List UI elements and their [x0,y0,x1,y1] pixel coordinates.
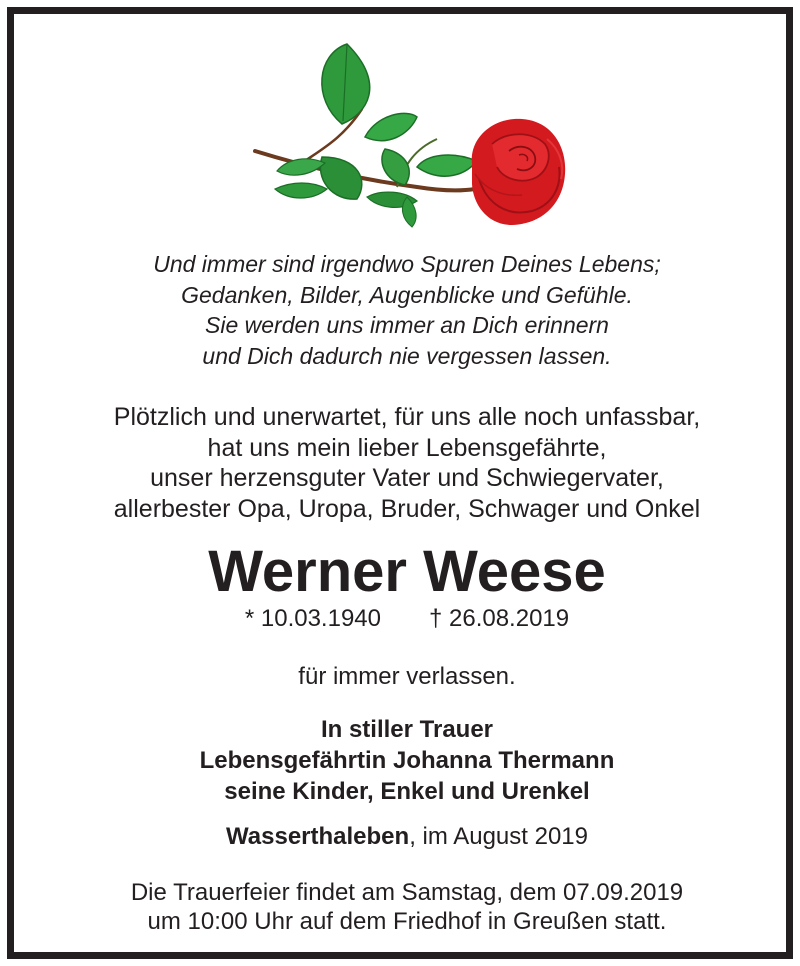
poem-verse [14,249,800,371]
notice-date: , im August 2019 [409,823,588,850]
birth-date: * 10.03.1940 [244,605,381,632]
funeral-service-info [14,878,800,936]
intro-line: unser herzensguter Vater und Schwiegervater, [150,464,664,492]
intro-line: allerbester Opa, Uropa, Bruder, Schwager und Onkel [113,494,701,523]
death-date: † 26.08.2019 [428,605,570,632]
town-name: Wasserthaleben [226,823,410,850]
obituary-frame [7,7,793,959]
mourners-list [14,714,800,807]
deceased-name: Werner Weese [208,539,606,604]
place-and-date [14,822,800,852]
intro-line: hat uns mein lieber Lebensgefährte, [207,433,607,462]
red-rose-icon [247,39,577,244]
poem-line: und Dich dadurch nie vergessen lassen. [202,342,612,369]
mourners-line: In stiller Trauer [320,716,494,743]
poem-line: Sie werden uns immer an Dich erinnern [205,312,609,338]
intro-text [14,402,800,524]
service-line: um 10:00 Uhr auf dem Friedhof in Greußen statt. [147,908,667,935]
poem-line: Und immer sind irgendwo Spuren Deines Lebens; [153,251,661,277]
service-line: Die Trauerfeier findet am Samstag, dem 07.09.2019 [130,879,684,906]
mourners-line: seine Kinder, Enkel und Urenkel [224,778,590,805]
mourners-line: Lebensgefährtin Johanna Thermann [199,747,615,774]
life-dates [14,604,800,634]
poem-line: Gedanken, Bilder, Augenblicke und Gefühle. [181,281,633,308]
left-message: für immer verlassen. [298,663,516,690]
intro-line: Plötzlich und unerwartet, für uns alle noch unfassbar, [113,403,701,431]
